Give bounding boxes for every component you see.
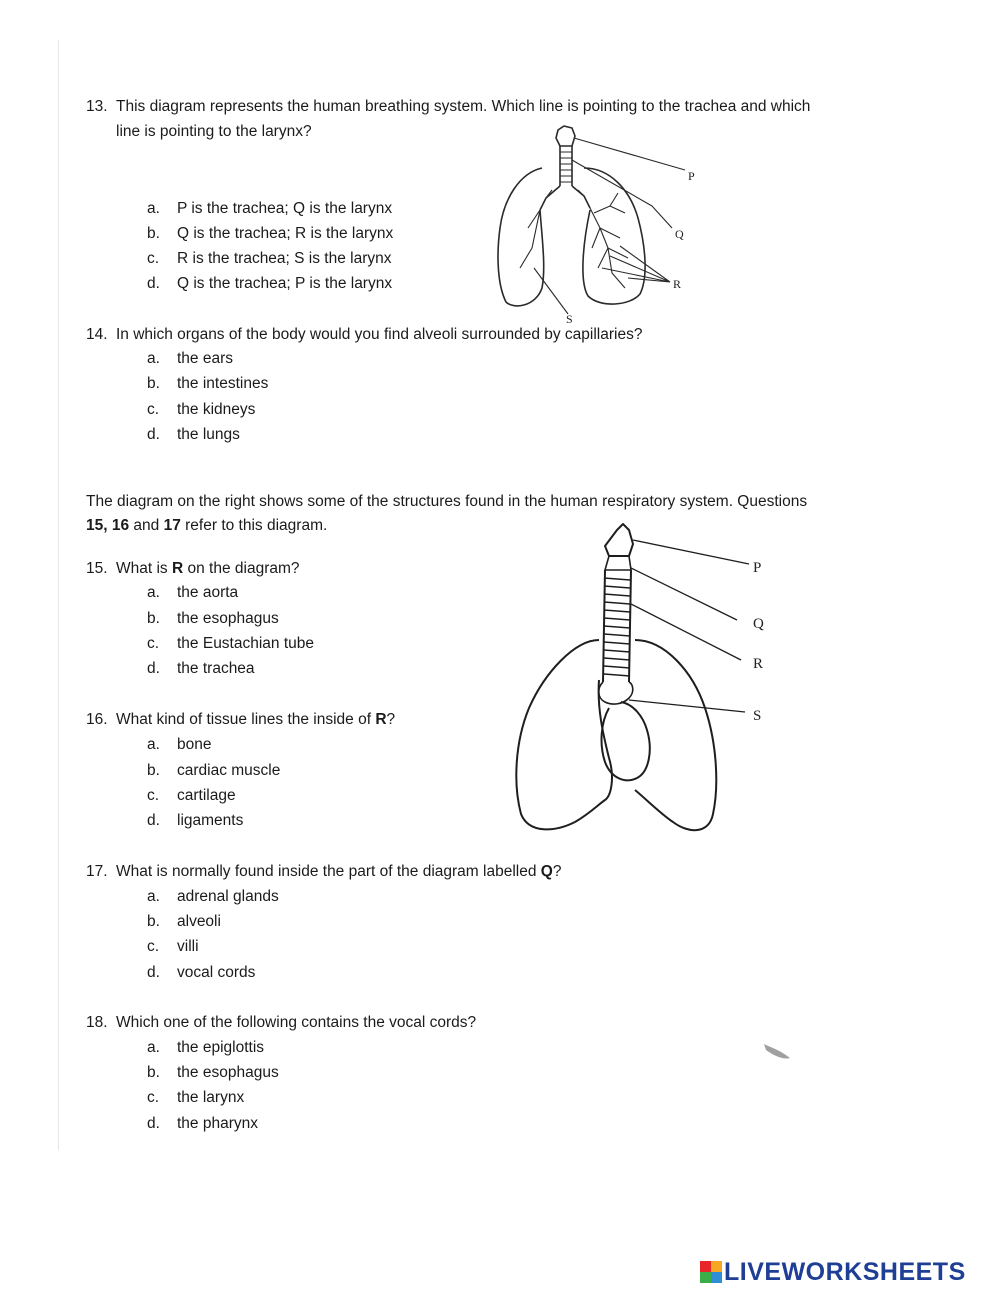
diagram2-pointer-r (631, 604, 741, 660)
diagram2-pointer-p (633, 540, 749, 564)
q17-option-d[interactable]: vocal cords (177, 964, 256, 981)
q14-option-c-letter: c. (147, 401, 160, 418)
q17-option-a[interactable]: adrenal glands (177, 888, 279, 905)
q16-number: 16. (86, 711, 108, 728)
diagram1-pointer-p (574, 138, 685, 170)
q15-option-b[interactable]: the esophagus (177, 610, 279, 627)
q14-option-d-letter: d. (147, 426, 160, 443)
intro-line1: The diagram on the right shows some of the structures found in the human respiratory system. Questions (86, 493, 808, 510)
q16-option-d[interactable]: ligaments (177, 812, 244, 829)
q15-text: What is R on the diagram? (116, 560, 300, 577)
q14-option-a-letter: a. (147, 350, 160, 367)
q17-option-c[interactable]: villi (177, 938, 199, 955)
q17-option-c-letter: c. (147, 938, 160, 955)
diagram2-right-lung (635, 640, 716, 830)
q17-option-a-letter: a. (147, 888, 160, 905)
q16-option-c[interactable]: cartilage (177, 787, 236, 804)
intro-line2: 15, 16 and 17 refer to this diagram. (86, 517, 328, 534)
liveworksheets-logo-icon (700, 1261, 722, 1283)
q18-option-b[interactable]: the esophagus (177, 1064, 279, 1081)
q13-option-c[interactable]: R is the trachea; S is the larynx (177, 250, 392, 267)
q15-option-d[interactable]: the trachea (177, 660, 255, 677)
q16-option-b-letter: b. (147, 762, 160, 779)
liveworksheets-logo[interactable] (700, 1257, 966, 1287)
q14-option-b[interactable]: the intestines (177, 375, 269, 392)
q17-number: 17. (86, 863, 108, 880)
diagram1-label-q: Q (675, 227, 684, 241)
q18-option-d[interactable]: the pharynx (177, 1115, 258, 1132)
diagram2-label-r: R (753, 656, 764, 672)
q15-option-d-letter: d. (147, 660, 160, 677)
q13-option-b[interactable]: Q is the trachea; R is the larynx (177, 225, 394, 242)
scan-smudge (760, 1040, 796, 1066)
q16-option-b[interactable]: cardiac muscle (177, 762, 281, 779)
q15-option-c[interactable]: the Eustachian tube (177, 635, 315, 652)
q18-option-a-letter: a. (147, 1039, 160, 1056)
diagram1-label-s: S (566, 312, 573, 326)
diagram1-label-p: P (688, 169, 695, 183)
respiratory-system-diagram (505, 522, 790, 842)
q13-text-line1: This diagram represents the human breathing system. Which line is pointing to the trachea and which (116, 98, 811, 115)
q18-option-d-letter: d. (147, 1115, 160, 1132)
q17-text: What is normally found inside the part of the diagram labelled Q? (116, 863, 562, 880)
q18-number: 18. (86, 1014, 108, 1031)
diagram2-label-p: P (753, 560, 762, 576)
q14-option-d[interactable]: the lungs (177, 426, 240, 443)
q16-option-c-letter: c. (147, 787, 160, 804)
q15-option-c-letter: c. (147, 635, 160, 652)
q18-text: Which one of the following contains the vocal cords? (116, 1014, 477, 1031)
q16-option-a-letter: a. (147, 736, 160, 753)
diagram2-label-q: Q (753, 616, 764, 632)
q18-option-c-letter: c. (147, 1089, 160, 1106)
q15-option-b-letter: b. (147, 610, 160, 627)
q13-option-a-letter: a. (147, 200, 160, 217)
q14-option-a[interactable]: the ears (177, 350, 234, 367)
breathing-system-diagram (480, 118, 720, 328)
q16-option-d-letter: d. (147, 812, 160, 829)
q16-option-a[interactable]: bone (177, 736, 212, 753)
diagram2-left-lung (516, 640, 612, 829)
q17-option-b-letter: b. (147, 913, 160, 930)
diagram1-pointer-q (572, 160, 672, 228)
diagram1-left-lung (498, 168, 544, 306)
q18-option-a[interactable]: the epiglottis (177, 1039, 265, 1056)
diagram1-pointer-s (534, 268, 568, 314)
q14-text: In which organs of the body would you find alveoli surrounded by capillaries? (116, 326, 643, 343)
q13-option-d[interactable]: Q is the trachea; P is the larynx (177, 275, 393, 292)
scan-edge-shadow (58, 40, 59, 1150)
q14-option-b-letter: b. (147, 375, 160, 392)
q13-option-d-letter: d. (147, 275, 160, 292)
diagram1-label-r: R (673, 277, 682, 291)
q17-option-d-letter: d. (147, 964, 160, 981)
liveworksheets-brand-text: LIVEWORKSHEETS (724, 1257, 966, 1286)
diagram1-pointer-r (602, 246, 670, 282)
diagram2-larynx (605, 524, 633, 556)
q18-option-c[interactable]: the larynx (177, 1089, 245, 1106)
q13-option-b-letter: b. (147, 225, 160, 242)
q15-option-a[interactable]: the aorta (177, 584, 239, 601)
q14-option-c[interactable]: the kidneys (177, 401, 256, 418)
q13-option-c-letter: c. (147, 250, 160, 267)
q15-option-a-letter: a. (147, 584, 160, 601)
q16-text: What kind of tissue lines the inside of R? (116, 711, 396, 728)
diagram1-larynx (556, 126, 575, 146)
q18-option-b-letter: b. (147, 1064, 160, 1081)
q13-option-a[interactable]: P is the trachea; Q is the larynx (177, 200, 393, 217)
diagram2-label-s: S (753, 708, 762, 724)
diagram2-pointer-s (629, 700, 745, 712)
q13-text-line2: line is pointing to the larynx? (116, 123, 312, 140)
q17-option-b[interactable]: alveoli (177, 913, 221, 930)
diagram2-heart (602, 702, 650, 780)
q14-number: 14. (86, 326, 108, 343)
q13-number: 13. (86, 98, 108, 115)
diagram1-right-lung (583, 168, 645, 304)
q15-number: 15. (86, 560, 108, 577)
